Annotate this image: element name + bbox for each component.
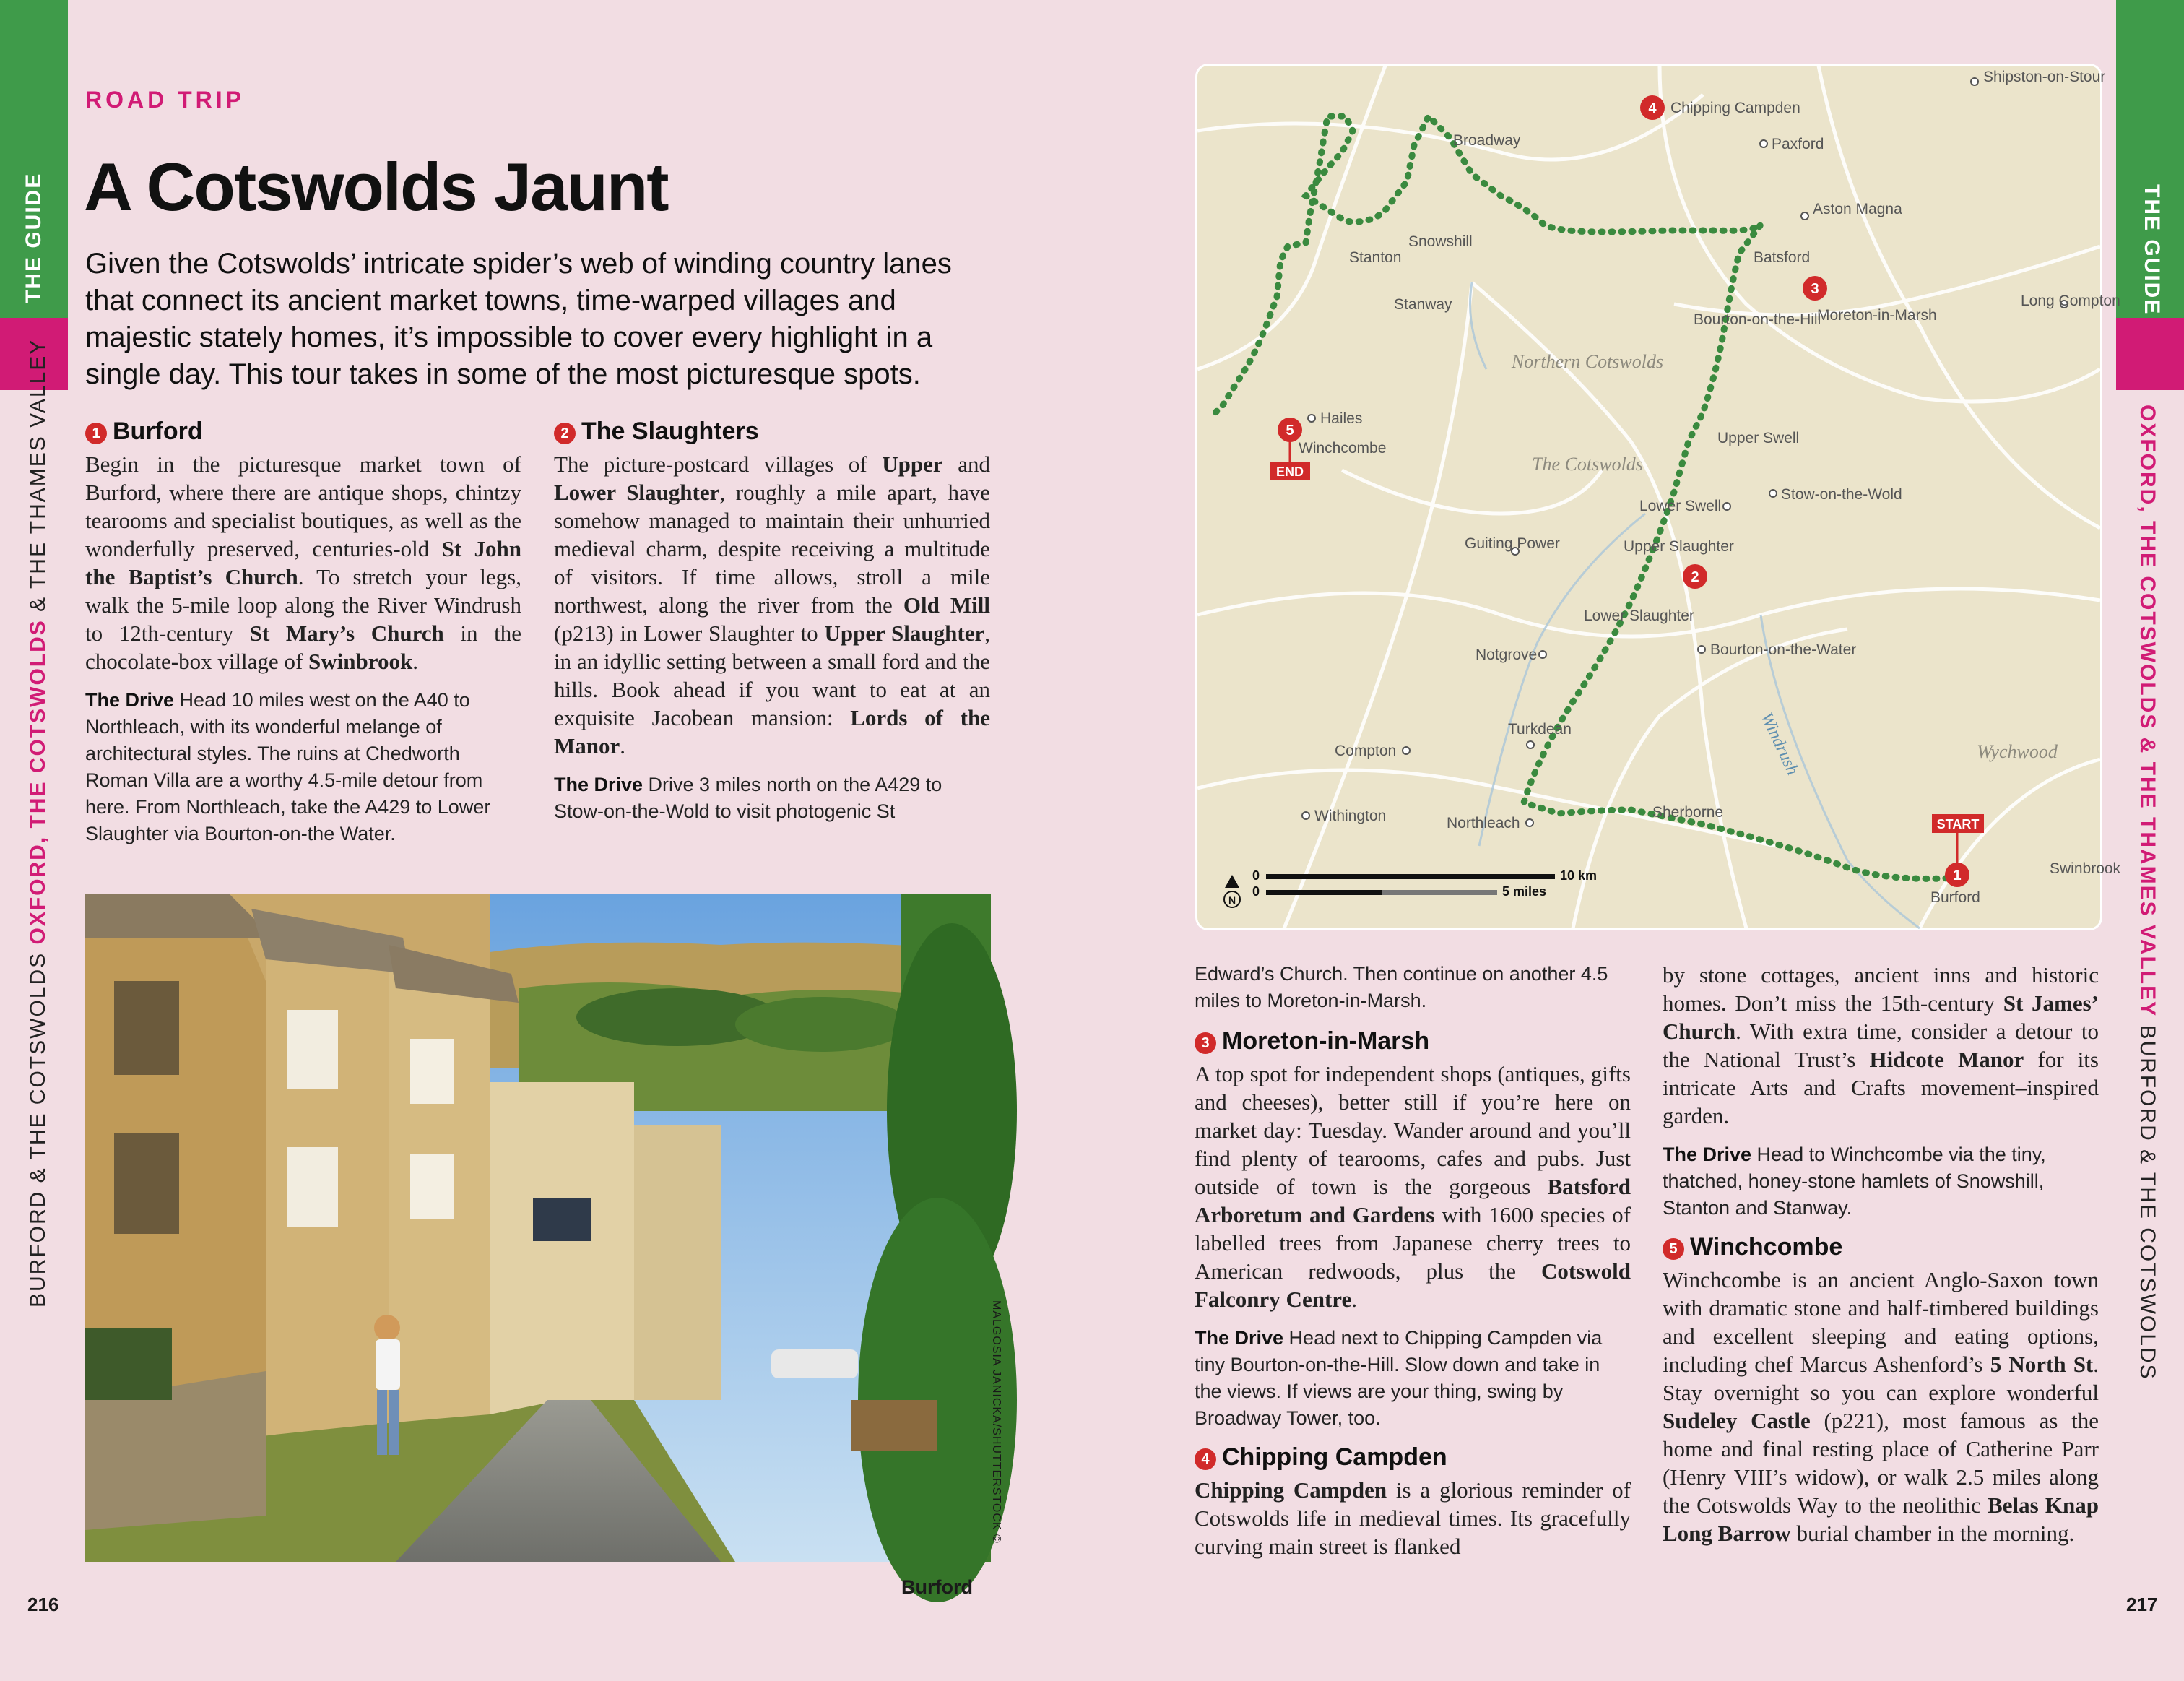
body-text: with 1600 species of labelled trees from Japanese cherry trees to American redwoods, plus the [1195, 1202, 1631, 1284]
heading-text: Winchcombe [1690, 1233, 1843, 1261]
highlight-text: 5 North St [1990, 1352, 2094, 1377]
stop-3-heading [1195, 1027, 1631, 1055]
stop-2 [554, 418, 990, 825]
river-label: Windrush [1756, 709, 1803, 778]
place-label: Upper Slaughter [1624, 538, 1734, 555]
place-label: Hailes [1320, 410, 1363, 427]
place-label: Stow-on-the-Wold [1781, 486, 1902, 503]
left-running-head [26, 339, 51, 1308]
page-number-right: 217 [2126, 1594, 2158, 1615]
body-text: is a glorious reminder of Cotswolds life in medieval times. Its gracefully curving main street is flanked [1195, 1477, 1631, 1559]
drive-text: Head to Winchcombe via the tiny, thatched, honey-stone hamlets of Snowshill, Stanton and Stanway. [1663, 1144, 2046, 1219]
drive-text: Head next to Chipping Campden via tiny Bourton-on-the-Hill. Slow down and take in the views. If views are your thing, swing by Broadway Tower, too. [1195, 1327, 1603, 1429]
place-label: Bourton-on-the-Water [1710, 641, 1857, 658]
place-label: Lower Swell [1639, 498, 1722, 514]
stop-3-body [1195, 1060, 1631, 1313]
place-label: Aston Magna [1813, 201, 1902, 217]
place-label: Long Compton [2021, 293, 2120, 309]
heading-text: Burford [113, 418, 203, 445]
end-label: END [1275, 464, 1304, 479]
svg-text:4: 4 [1648, 100, 1657, 116]
stop-5-body [1663, 1266, 2099, 1547]
page-title: A Cotswolds Jaunt [84, 149, 668, 225]
stop-1-body [85, 450, 521, 675]
heading-text: Moreton-in-Marsh [1222, 1027, 1430, 1055]
place-label: Swinbrook [2050, 860, 2121, 877]
place-label: Broadway [1453, 132, 1521, 149]
running-head-rest: & THE THAMES VALLEY [26, 338, 50, 620]
stop-2-heading [554, 418, 990, 446]
stop-number-badge: 1 [85, 423, 107, 444]
place-label: Winchcombe [1299, 440, 1387, 457]
svg-text:3: 3 [1811, 281, 1819, 297]
place-label: Northleach [1447, 815, 1520, 831]
body-text: in the chocolate-box village of [85, 621, 521, 674]
scale-miles-label: 5 miles [1502, 884, 1547, 899]
heading-text: The Slaughters [581, 418, 759, 445]
body-text: . Stay overnight so you can explore wonderful [1663, 1352, 2100, 1405]
highlight-text: St Mary’s Church [249, 621, 444, 646]
body-text: . [1351, 1287, 1357, 1312]
highlight-text: St John the Baptist’s Church [85, 536, 521, 589]
running-head-pink: OXFORD, THE COTSWOLDS [26, 619, 50, 945]
scale-km-label: 10 km [1560, 868, 1598, 883]
stop-2-drive [554, 772, 990, 825]
highlight-text: Upper Slaughter [824, 621, 985, 646]
place-label: Sherborne [1652, 804, 1724, 821]
region-label: Wychwood [1977, 741, 2058, 762]
highlight-text: Upper [882, 451, 943, 477]
body-text: Winchcombe is an ancient Anglo-Saxon town with dramatic stone and half-timbered buildings and excellent sleeping and eating options, including chef Marcus Ashenford’s [1663, 1267, 2099, 1377]
map-canvas [1197, 66, 2121, 928]
stop-number-badge: 5 [1663, 1238, 1684, 1260]
body-text: . [620, 733, 626, 759]
place-label: Moreton-in-Marsh [1817, 307, 1937, 324]
place-label: Batsford [1754, 249, 1811, 266]
body-text: A top spot for independent shops (antiques, gifts and cheeses), better still if you’re here on market day: Tuesday. Wander around and you’ll find plenty of tearooms, cafes and pubs. Just outside of town is the gorgeous [1195, 1061, 1631, 1199]
body-text: , in an idyllic setting between a small ford and the hills. Book ahead if you want to eat at an exquisite Jacobean mansion: [554, 621, 990, 730]
stop-2-drive-continued: Edward’s Church. Then continue on another 4.5 miles to Moreton-in-Marsh. [1195, 963, 1608, 1011]
region-label: The Cotswolds [1532, 454, 1643, 475]
intro-paragraph: Given the Cotswolds’ intricate spider’s web of winding country lanes that connect its ancient market towns, time-warped villages and majestic stately homes, it’s impossible to cover every highlight in a single day. This tour takes in some of the most picturesque spots. [85, 248, 952, 390]
photo-caption: Burford [901, 1576, 973, 1598]
stop-1 [85, 418, 521, 847]
place-label: Compton [1335, 743, 1397, 759]
drive-text: Head 10 miles west on the A40 to Northleach, with its wonderful melange of architectural styles. The ruins at Chedworth Roman Villa are a worthy 4.5-mile detour from here. From Northleach, take the A429 to Lower Slaughter via Bourton-on-the Water. [85, 689, 491, 844]
place-label: Notgrove [1476, 647, 1538, 663]
start-flag [1932, 814, 1984, 863]
place-label: Stanton [1349, 249, 1402, 266]
place-label: Turkdean [1508, 721, 1572, 738]
body-text: . With extra time, consider a detour to the National Trust’s [1663, 1019, 2099, 1072]
place-label: Snowshill [1408, 233, 1473, 250]
body-text: for its intricate Arts and Crafts movement–inspired garden. [1663, 1047, 2099, 1128]
right-column-1 [1195, 961, 1631, 1560]
stop-number-badge: 4 [1195, 1448, 1216, 1470]
left-guide-label: THE GUIDE [22, 172, 46, 303]
place-label: Guiting Power [1465, 535, 1560, 552]
heading-text: Chipping Campden [1222, 1443, 1447, 1471]
body-text: (p213) in Lower Slaughter to [554, 621, 825, 646]
stop-5-heading [1663, 1233, 2099, 1261]
start-label: START [1936, 817, 1980, 831]
highlight-text: Cotswold Falconry Centre [1195, 1258, 1631, 1312]
body-text: . [412, 649, 418, 674]
page-number-left: 216 [27, 1594, 59, 1615]
stop-2-body [554, 450, 990, 760]
highlight-text: Belas Knap Long Barrow [1663, 1492, 2099, 1546]
stop-1-heading [85, 418, 521, 446]
place-label: Upper Swell [1717, 430, 1800, 446]
stop-4-body-start [1195, 1476, 1631, 1560]
kicker: ROAD TRIP [85, 87, 245, 113]
place-label: Withington [1314, 808, 1387, 824]
highlight-text: Swinbrook [308, 649, 413, 674]
highlight-text: Lower Slaughter [554, 480, 720, 505]
scale-zero-miles: 0 [1252, 884, 1260, 899]
stop-1-drive [85, 687, 521, 847]
right-section-tab [2116, 318, 2184, 390]
drive-text: Drive 3 miles north on the A429 to Stow-on-the-Wold to visit photogenic St [554, 774, 942, 822]
scale-bar [1224, 868, 1597, 907]
place-label: Bourton-on-the-Hill [1694, 311, 1821, 328]
route-map [1195, 64, 2121, 930]
north-arrow-label: N [1228, 894, 1236, 906]
place-label: Shipston-on-Stour [1983, 69, 2106, 85]
route-line [1349, 37, 1957, 879]
place-label: Chipping Campden [1670, 100, 1800, 116]
svg-text:1: 1 [1953, 868, 1962, 883]
photo-credit: MALGOSIA JANICKA/SHUTTERSTOCK © [990, 1300, 1002, 1544]
highlight-text: St James’ Church [1663, 990, 2099, 1044]
drive-label: The Drive [1195, 1327, 1284, 1349]
place-label: Stanway [1394, 296, 1452, 313]
right-column-2 [1663, 961, 2099, 1547]
running-head-rest: BURFORD & THE COTSWOLDS [2136, 1017, 2159, 1380]
stop-number-badge: 2 [554, 423, 576, 444]
body-text: , roughly a mile apart, have somehow managed to maintain their unhurried medieval charm, despite receiving a multitude of visitors. If time allows, stroll a mile northwest, along the river from the [554, 480, 990, 618]
highlight-text: Batsford Arboretum and Gardens [1195, 1174, 1631, 1227]
stop-4-heading [1195, 1443, 1631, 1472]
walking-figure [374, 1315, 400, 1455]
svg-text:2: 2 [1691, 569, 1699, 585]
body-text: (p221), most famous as the home and final resting place of Catherine Parr (Henry VIII’s widow), or walk 2.5 miles along the Cotswolds Way to the neolithic [1663, 1408, 2100, 1518]
right-running-head [2135, 405, 2159, 1380]
stop-number-badge: 3 [1195, 1032, 1216, 1054]
running-head-prefix: BURFORD & THE COTSWOLDS [26, 944, 50, 1308]
body-text: by stone cottages, ancient inns and historic homes. Don’t miss the 15th-century [1663, 962, 2099, 1016]
highlight-text: Chipping Campden [1195, 1477, 1387, 1503]
photo-illustration [85, 894, 991, 1562]
stop-4-drive [1663, 1141, 2099, 1222]
highlight-text: Sudeley Castle [1663, 1408, 1811, 1433]
scale-zero-km: 0 [1252, 868, 1260, 883]
svg-text:5: 5 [1286, 423, 1294, 438]
stop-4-body-continued [1663, 961, 2099, 1130]
running-head-pink: OXFORD, THE COTSWOLDS & THE THAMES VALLEY [2136, 405, 2159, 1018]
drive-label: The Drive [85, 689, 175, 711]
stop-3-drive [1195, 1325, 1631, 1432]
highlight-text: Old Mill [903, 592, 990, 618]
place-label: Paxford [1772, 136, 1824, 152]
drive-label: The Drive [554, 774, 644, 795]
body-text: and [942, 451, 990, 477]
highlight-text: Hidcote Manor [1869, 1047, 2024, 1072]
drive-label: The Drive [1663, 1144, 1752, 1165]
right-guide-label: THE GUIDE [2140, 184, 2164, 316]
place-label: Burford [1930, 889, 1980, 906]
highlight-text: Lords of the Manor [554, 705, 991, 759]
region-label: Northern Cotswolds [1511, 351, 1664, 372]
body-text: . To stretch your legs, walk the 5-mile loop along the River Windrush to 12th-century [85, 564, 521, 646]
body-text: The picture-postcard villages of [554, 451, 883, 477]
place-labels [1299, 69, 2121, 906]
body-text: burial chamber in the morning. [1790, 1521, 2075, 1546]
place-label: Lower Slaughter [1584, 608, 1694, 624]
body-text: Begin in the picturesque market town of Burford, where there are antique shops, chintzy tearooms and specialist boutiques, as well as the wonderfully preserved, centuries-old [85, 451, 521, 561]
burford-photo [85, 894, 991, 1562]
